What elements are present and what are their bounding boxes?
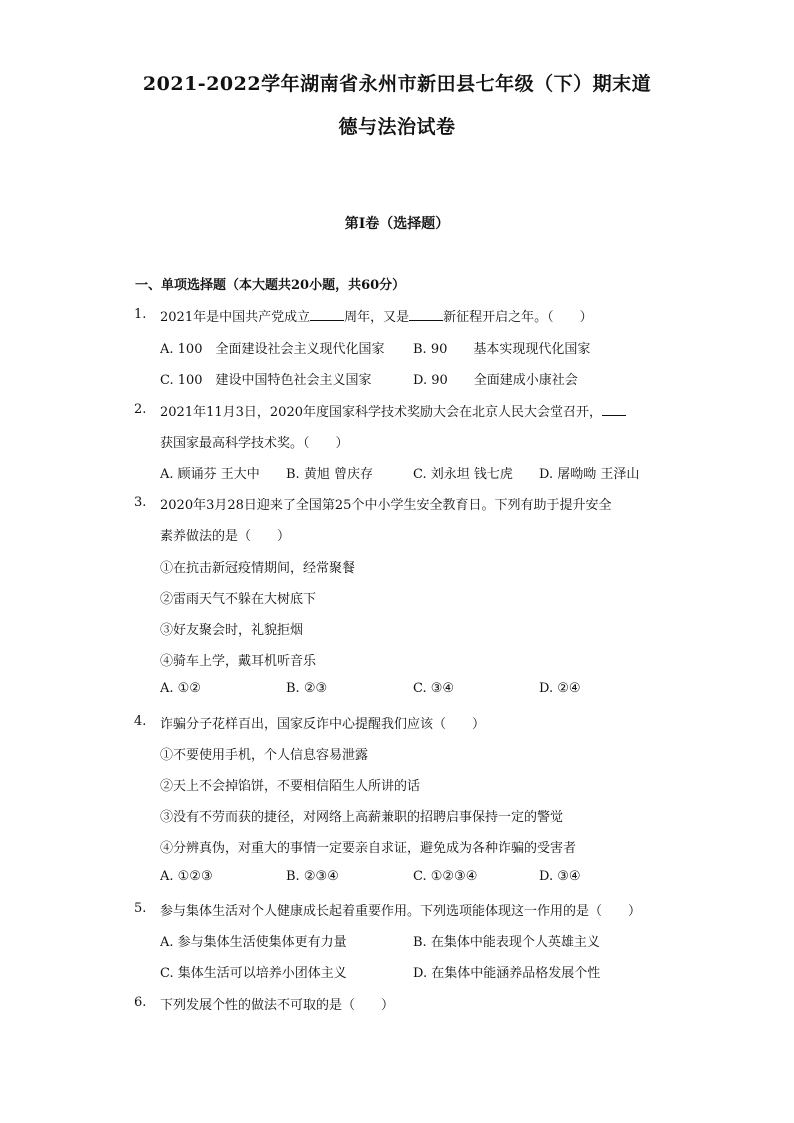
question-2-option-c: C. 刘永坦 钱七虎 [413,467,513,482]
question-4-item-3: ③没有不劳而获的捷径，对网络上高薪兼职的招聘启事保持一定的警觉 [160,810,564,825]
question-1-stem-b: 周年，又是 [344,310,410,325]
question-3-item-1: ①在抗击新冠疫情期间，经常聚餐 [160,561,356,576]
question-5-number: 5. [134,901,147,916]
question-3-item-2: ②雷雨天气不躲在大树底下 [160,592,317,607]
question-4-option-a: A. ①②③ [160,869,213,884]
question-5-option-b: B. 在集体中能表现个人英雄主义 [413,935,600,950]
section-title: 第I卷（选择题） [344,216,450,232]
question-5-option-d: D. 在集体中能涵养品格发展个性 [413,966,601,981]
question-1-stem-a: 2021年是中国共产党成立 [160,310,311,325]
answer-blank [602,403,626,416]
question-4-item-4: ④分辨真伪，对重大的事情一定要亲自求证，避免成为各种诈骗的受害者 [160,841,577,856]
question-2-stem-line1 [160,401,626,420]
question-6-number: 6. [134,995,147,1010]
question-1-stem-c: 新征程开启之年。（ ） [443,310,593,325]
question-5-option-a: A. 参与集体生活使集体更有力量 [160,935,347,950]
question-6-stem-line1: 下列发展个性的做法不可取的是（ ） [160,998,395,1013]
answer-blank [310,308,344,321]
question-3-stem-line2: 素养做法的是（ ） [160,529,291,544]
question-1-stem [160,306,593,325]
question-3-option-c: C. ③④ [413,681,455,696]
question-2-option-d: D. 屠呦呦 王泽山 [539,467,640,482]
question-4-item-2: ②天上不会掉馅饼，不要相信陌生人所讲的话 [160,779,421,794]
question-1-option-c: C. 100 建设中国特色社会主义国家 [160,373,372,388]
question-4-number: 4. [134,714,147,729]
question-3-item-4: ④骑车上学，戴耳机听音乐 [160,654,317,669]
question-3-option-b: B. ②③ [286,681,328,696]
question-3-option-a: A. ①② [160,681,201,696]
question-1-option-d: D. 90 全面建成小康社会 [413,373,578,388]
question-3-item-3: ③好友聚会时，礼貌拒烟 [160,623,304,638]
question-2-stem-text: 2021年11月3日，2020年度国家科学技术奖励大会在北京人民大会堂召开， [160,405,602,420]
question-1-option-b: B. 90 基本实现现代化国家 [413,342,591,357]
exam-title-line1: 2021-2022学年湖南省永州市新田县七年级（下）期末道 [142,73,652,95]
question-3-stem-line1: 2020年3月28日迎来了全国第25个中小学生安全教育日。下列有助于提升安全 [160,498,612,513]
question-3-number: 3. [134,495,147,510]
part-title: 一、单项选择题（本大题共20小题，共60分） [135,278,406,293]
question-2-option-a: A. 顾诵芬 王大中 [160,467,260,482]
question-4-option-c: C. ①②③④ [413,869,478,884]
question-5-option-c: C. 集体生活可以培养小团体主义 [160,966,347,981]
question-4-stem-line1: 诈骗分子花样百出，国家反诈中心提醒我们应该（ ） [160,717,486,732]
question-1-option-a: A. 100 全面建设社会主义现代化国家 [160,342,385,357]
question-1-number: 1. [134,307,147,322]
question-2-stem-line2: 获国家最高科学技术奖。（ ） [160,436,349,451]
question-4-option-b: B. ②③④ [286,869,339,884]
question-4-item-1: ①不要使用手机，个人信息容易泄露 [160,748,369,763]
exam-title-line2: 德与法治试卷 [338,116,456,138]
question-3-option-d: D. ②④ [539,681,581,696]
question-4-option-d: D. ③④ [539,869,581,884]
question-2-number: 2. [134,402,147,417]
question-5-stem-line1: 参与集体生活对个人健康成长起着重要作用。下列选项能体现这一作用的是（ ） [160,904,642,919]
answer-blank [409,308,443,321]
question-2-option-b: B. 黄旭 曾庆存 [286,467,373,482]
